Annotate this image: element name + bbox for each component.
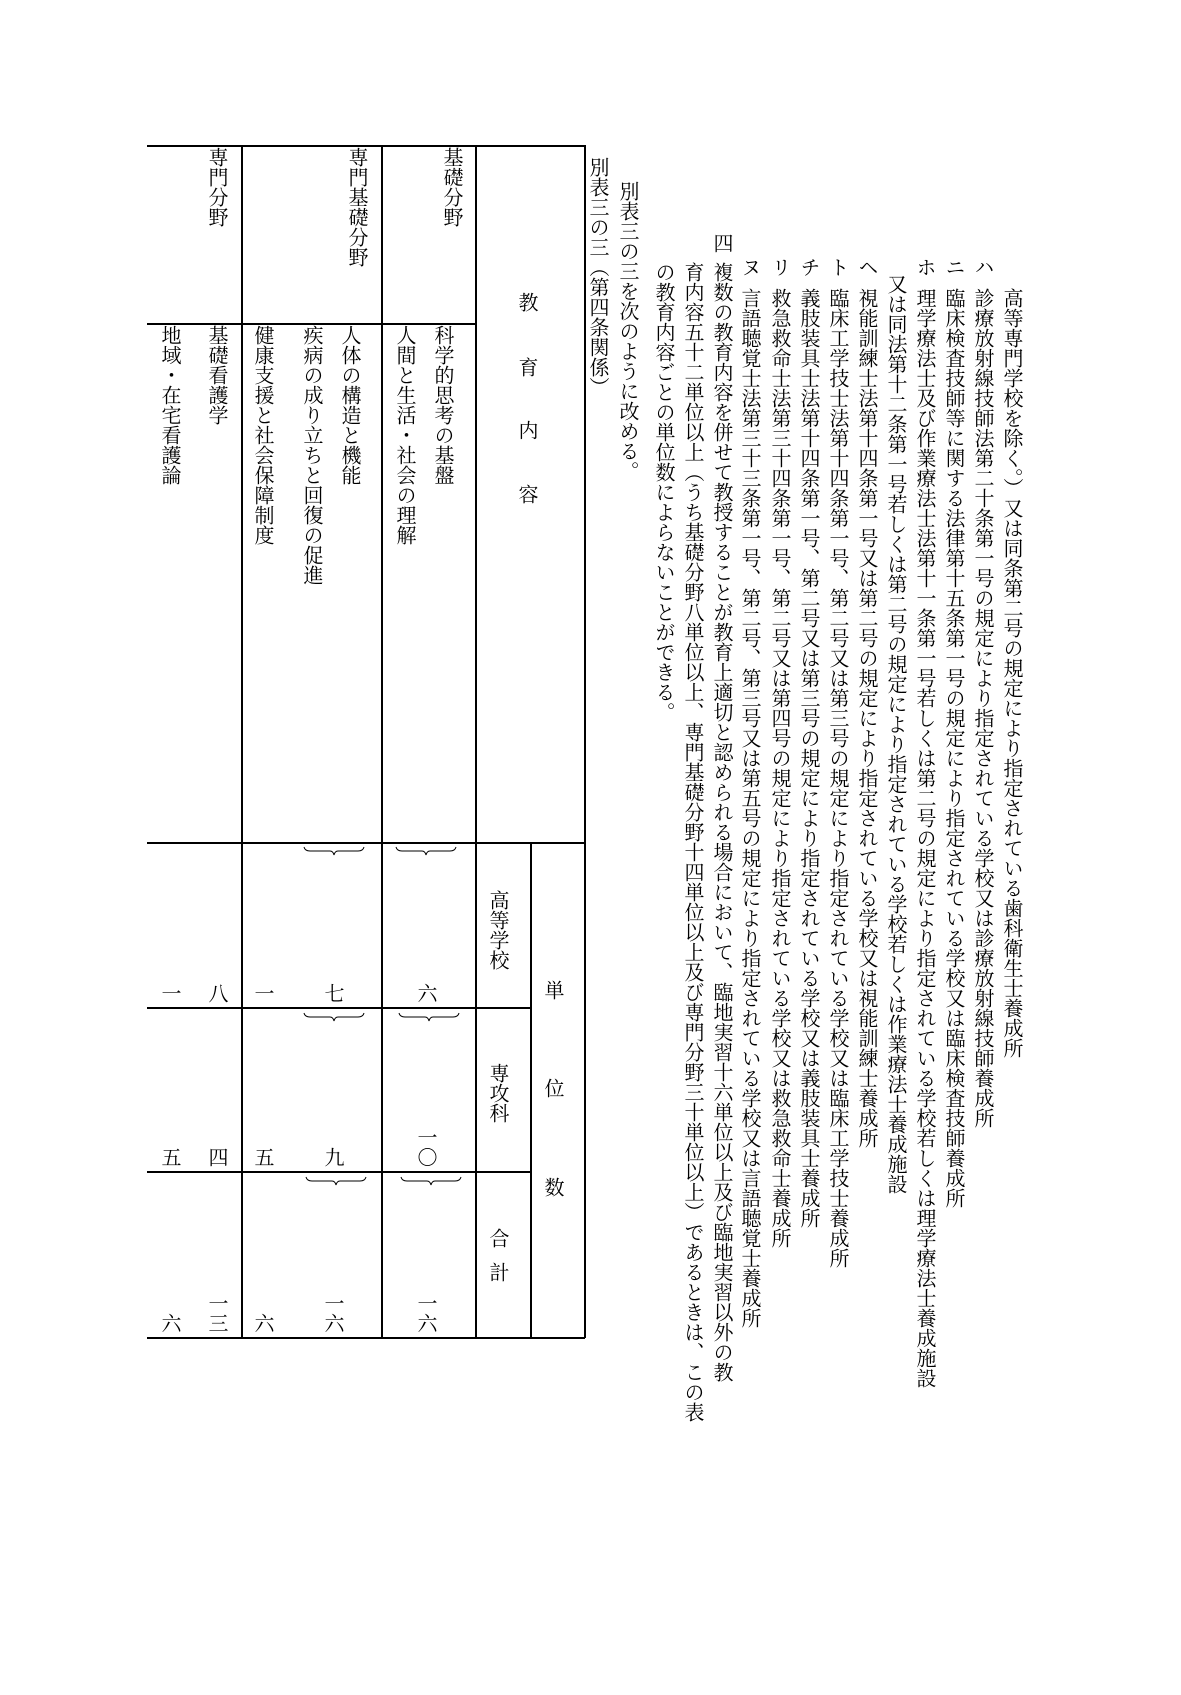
group-name: 基礎分野 <box>440 147 464 227</box>
paragraph-line: 育内容五十二単位以上（うち基礎分野八単位以上、専門基礎分野十四単位以上及び専門分野三十単位以上）であるときは、この表 <box>681 262 705 1422</box>
table-border-right <box>584 145 586 1338</box>
header-units-char: 単 <box>541 980 565 1000</box>
paragraph-marker: 四 <box>710 233 734 253</box>
unit-value: 一 <box>251 983 275 1003</box>
provision-line: 救急救命士法第三十四条第一号、第二号又は第四号の規定により指定されている学校又は救急救命士養成所 <box>768 288 792 1248</box>
content-item: 人間と生活・社会の理解 <box>393 325 417 545</box>
item-marker: ト <box>826 257 850 277</box>
unit-value: 一三 <box>205 1293 229 1333</box>
brace-icon <box>306 1176 366 1186</box>
row-divider <box>147 1007 530 1009</box>
row-divider <box>147 1171 530 1173</box>
header-units-char: 位 <box>541 1078 565 1098</box>
unit-value: 五 <box>158 1147 182 1167</box>
item-marker: ハ <box>971 257 995 277</box>
amendment-text: 別表三の三を次のように改める。 <box>616 181 640 481</box>
provision-line: 高等専門学校を除く。）又は同条第二号の規定により指定されている歯科衛生士養成所 <box>1000 288 1024 1058</box>
unit-value: 五 <box>251 1147 275 1167</box>
group-name: 専門基礎分野 <box>345 147 369 267</box>
brace-icon <box>396 846 456 856</box>
header-divider <box>530 842 532 1338</box>
content-item: 地域・在宅看護論 <box>158 325 182 485</box>
item-marker: ホ <box>913 257 937 277</box>
provision-line: 又は同法第十二条第一号若しくは第二号の規定により指定されている学校若しくは作業療法士養成施設 <box>884 274 908 1194</box>
table-title: 別表三の三（第四条関係） <box>586 157 610 397</box>
item-marker: ニ <box>942 257 966 277</box>
provision-line: 言語聴覚士法第三十三条第一号、第二号、第三号又は第五号の規定により指定されている学校又は言語聴覚士養成所 <box>738 288 762 1328</box>
item-marker: リ <box>768 257 792 277</box>
header-content-char: 育 <box>515 357 539 377</box>
provision-line: 臨床工学技士法第十四条第一号、第二号又は第三号の規定により指定されている学校又は臨床工学技士養成所 <box>826 288 850 1268</box>
brace-icon <box>304 1012 364 1022</box>
item-marker: チ <box>797 257 821 277</box>
unit-value: 六 <box>158 1313 182 1333</box>
unit-value: 六 <box>414 983 438 1003</box>
item-marker: ヘ <box>855 257 879 277</box>
content-item: 疾病の成り立ちと回復の促進 <box>300 325 324 585</box>
unit-value: 一 <box>158 983 182 1003</box>
brace-icon <box>399 1012 459 1022</box>
content-item: 科学的思考の基盤 <box>431 325 455 485</box>
table-border-bottom <box>147 1337 585 1339</box>
paragraph-line: の教育内容ごとの単位数によらないことができる。 <box>652 262 676 722</box>
header-content-char: 内 <box>515 420 539 440</box>
unit-value: 一六 <box>414 1293 438 1333</box>
unit-value: 一六 <box>321 1293 345 1333</box>
content-item: 基礎看護学 <box>205 325 229 425</box>
unit-value: 七 <box>321 983 345 1003</box>
provision-line: 視能訓練士法第十四条第一号又は第二号の規定により指定されている学校又は視能訓練士養成所 <box>855 288 879 1148</box>
unit-value: 八 <box>205 983 229 1003</box>
provision-line: 診療放射線技師法第二十条第一号の規定により指定されている学校又は診療放射線技師養成所 <box>971 288 995 1128</box>
header-advanced-course: 専攻科 <box>486 1063 510 1123</box>
header-total-char: 合 <box>486 1228 510 1248</box>
item-marker: ヌ <box>738 257 762 277</box>
unit-value: 六 <box>251 1313 275 1333</box>
unit-value: 一〇 <box>414 1127 438 1167</box>
provision-line: 臨床検査技師等に関する法律第十五条第一号の規定により指定されている学校又は臨床検査技師養成所 <box>942 288 966 1208</box>
column-divider <box>475 145 477 1338</box>
unit-value: 九 <box>321 1147 345 1167</box>
paragraph-line: 複数の教育内容を併せて教授することが教育上適切と認められる場合において、臨地実習十六単位以上及び臨地実習以外の教 <box>710 262 734 1382</box>
group-name: 専門分野 <box>205 147 229 227</box>
unit-value: 四 <box>205 1147 229 1167</box>
header-content-char: 容 <box>515 484 539 504</box>
header-high-school: 高等学校 <box>486 890 510 970</box>
header-units-char: 数 <box>541 1177 565 1197</box>
provision-line: 義肢装具士法第十四条第一号、第二号又は第三号の規定により指定されている学校又は義肢装具士養成所 <box>797 288 821 1228</box>
provision-line: 理学療法士及び作業療法士法第十一条第一号若しくは第二号の規定により指定されている学校若しくは理学療法士養成施設 <box>913 288 937 1388</box>
content-item: 人体の構造と機能 <box>338 325 362 485</box>
content-item: 健康支援と社会保障制度 <box>251 325 275 545</box>
brace-icon <box>304 846 364 856</box>
row-divider <box>147 842 585 844</box>
header-content-char: 教 <box>515 292 539 312</box>
header-total-char: 計 <box>486 1262 510 1282</box>
brace-icon <box>401 1176 461 1186</box>
